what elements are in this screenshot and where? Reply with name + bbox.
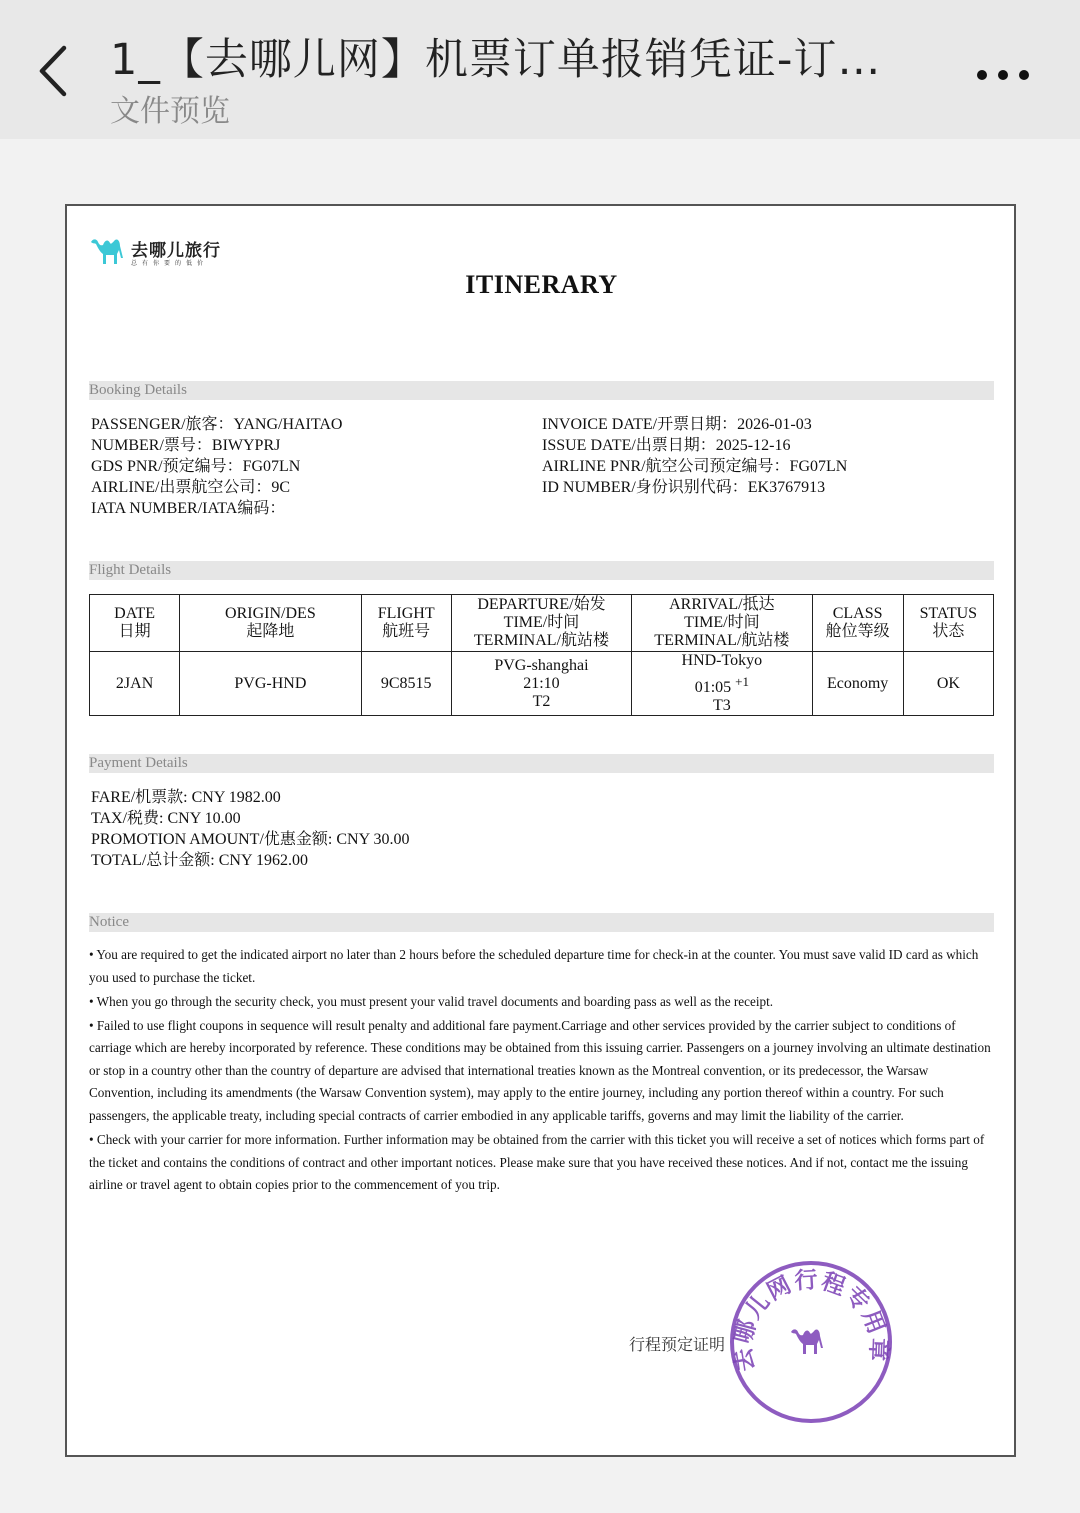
total-line: TOTAL/总计金额: CNY 1962.00 <box>91 852 308 869</box>
flight-table <box>89 594 994 716</box>
notice-section-header: Notice <box>89 913 994 932</box>
more-button[interactable] <box>972 60 1034 90</box>
back-button[interactable] <box>30 40 80 102</box>
notice-item: • You are required to get the indicated airport no later than 2 hours before the scheduled departure time for check-in at the counter. You must save valid ID card as which you used to purchase the ticket. <box>89 947 979 985</box>
app-header <box>0 0 1080 139</box>
logo-text: 去哪儿旅行 <box>131 241 221 261</box>
header-class: CLASS 舱位等级 <box>812 595 903 652</box>
tax-line: TAX/税费: CNY 10.00 <box>91 810 241 827</box>
invoice-date-line: INVOICE DATE/开票日期：2026-01-03 <box>542 416 812 433</box>
payment-section-header: Payment Details <box>89 754 994 773</box>
ticket-number-line: NUMBER/票号：BIWYPRJ <box>91 437 281 454</box>
cell-class: Economy <box>812 652 903 716</box>
header-departure: DEPARTURE/始发 TIME/时间 TERMINAL/航站楼 <box>451 595 631 652</box>
company-seal <box>727 1258 895 1426</box>
id-number-line: ID NUMBER/身份识别代码：EK3767913 <box>542 479 826 496</box>
cell-date: 2JAN <box>90 652 180 716</box>
cell-flight: 9C8515 <box>361 652 451 716</box>
table-row <box>90 652 994 716</box>
payment-details <box>91 787 410 871</box>
logo-tagline: 总有你要的低价 <box>131 260 209 267</box>
file-preview-subtitle: 文件预览 <box>110 94 230 129</box>
cell-departure: PVG-shanghai 21:10 T2 <box>451 652 631 716</box>
document-page[interactable] <box>65 204 1016 1457</box>
file-title: 1_【去哪儿网】机票订单报销凭证-订… <box>110 35 882 85</box>
svg-text:去哪儿网行程专用章: 去哪儿网行程专用章 <box>730 1267 892 1374</box>
issue-date-line: ISSUE DATE/出票日期：2025-12-16 <box>542 437 791 454</box>
airline-pnr-line: AIRLINE PNR/航空公司预定编号：FG07LN <box>542 458 848 475</box>
cell-arrival: HND-Tokyo 01:05 $^{+1}$ T3 <box>632 652 812 716</box>
camel-icon <box>791 1329 823 1354</box>
itinerary-title: ITINERARY <box>465 270 618 299</box>
itinerary-proof-label: 行程预定证明 <box>629 1337 726 1354</box>
iata-number-line: IATA NUMBER/IATA编码： <box>91 500 286 517</box>
cell-status: OK <box>903 652 993 716</box>
notice-item: • When you go through the security check, you must present your valid travel documents and boarding pass as well as the receipt. <box>89 993 774 1009</box>
notice-item: • Check with your carrier for more information. Further information may be obtained from the carrier with this ticket you will receive a set of notices which forms part of the ticket and contains the conditions of contract and other important notices. Please make sure that you have received these notices. And if not, contact me the issuing airline or travel agent to obtain copies prior to the commencement of you trip. <box>89 1132 985 1193</box>
fare-line: FARE/机票款: CNY 1982.00 <box>91 789 281 806</box>
cell-origin: PVG-HND <box>180 652 361 716</box>
qunar-logo <box>89 236 249 270</box>
notice-text <box>89 944 994 1198</box>
camel-icon <box>89 236 127 268</box>
header-origin: ORIGIN/DES 起降地 <box>180 595 361 652</box>
notice-item: • Failed to use flight coupons in sequence will result penalty and additional fare payment.Carriage and other services provided by the carrier subject to conditions of carriage which are hereby incorporated by reference. These conditions may be obtained from this issuing carrier. Passengers on a journey involving an ultimate destination or stop in a country other than the country of departure are advised that international treaties known as the Montreal convention, or its predecessor, the Warsaw Convention, including its amendments (the Warsaw Convention system), may apply to the entire journey, including any portion thereof within a country. For such passengers, the applicable treaty, including special contracts of carrier embodied in any applicable tariffs, governs and may limit the liability of the carrier. <box>89 1017 991 1123</box>
header-arrival: ARRIVAL/抵达 TIME/时间 TERMINAL/航站楼 <box>632 595 812 652</box>
header-flight: FLIGHT 航班号 <box>361 595 451 652</box>
promotion-line: PROMOTION AMOUNT/优惠金额: CNY 30.00 <box>91 831 410 848</box>
more-horizontal-icon <box>972 60 1034 90</box>
booking-left-column <box>91 414 343 519</box>
airline-line: AIRLINE/出票航空公司：9C <box>91 479 291 496</box>
passenger-line: PASSENGER/旅客：YANG/HAITAO <box>91 416 343 433</box>
flight-section-header: Flight Details <box>89 561 994 580</box>
chevron-left-icon <box>30 40 80 102</box>
table-header-row <box>90 595 994 652</box>
header-status: STATUS 状态 <box>903 595 993 652</box>
booking-right-column <box>542 414 847 498</box>
gds-pnr-line: GDS PNR/预定编号：FG07LN <box>91 458 301 475</box>
booking-section-header: Booking Details <box>89 381 994 400</box>
header-date: DATE 日期 <box>90 595 180 652</box>
